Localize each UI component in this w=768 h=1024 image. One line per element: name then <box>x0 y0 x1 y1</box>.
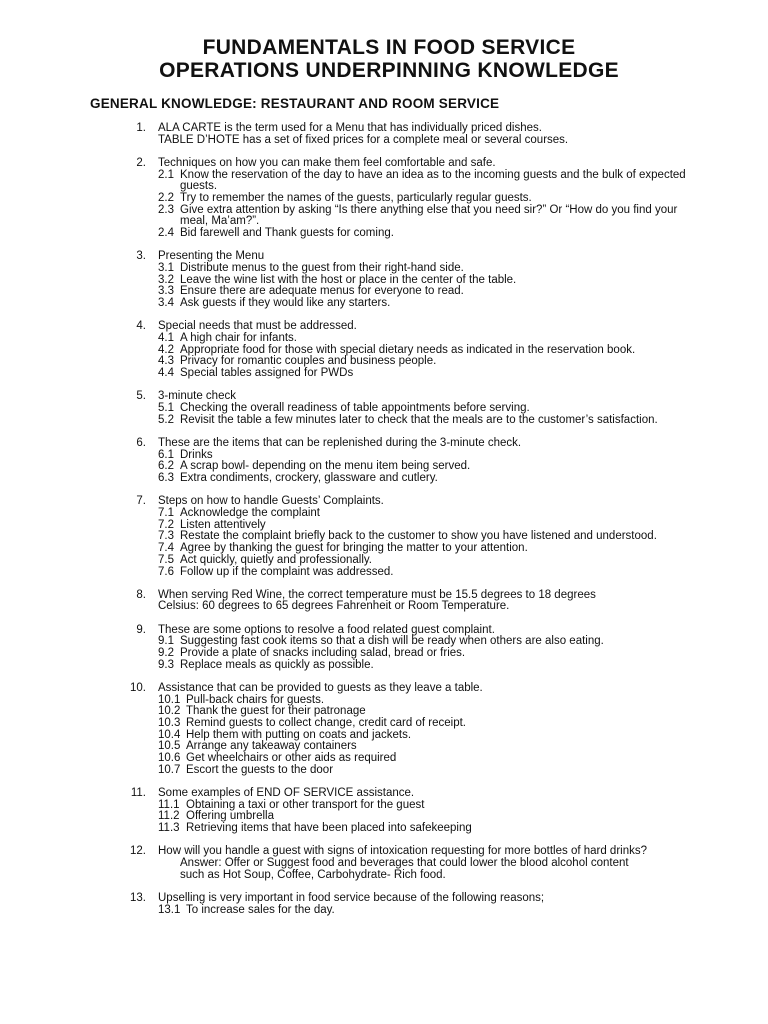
sub-item-text: Retrieving items that have been placed into safekeeping <box>186 822 472 835</box>
item-number: 12. <box>130 845 146 858</box>
item-text: These are the items that can be replenished during the 3-minute check. <box>158 436 522 449</box>
list-item <box>90 788 698 835</box>
item-text: Upselling is very important in food service because of the following reasons; <box>158 891 545 904</box>
sub-item-text: Appropriate food for those with special dietary needs as indicated in the reservation book. <box>180 343 636 356</box>
sub-item-text: Provide a plate of snacks including salad, bread or fries. <box>180 647 466 660</box>
item-text: ALA CARTE is the term used for a Menu that has individually priced dishes. <box>158 122 542 134</box>
sub-item-number: 6.1 <box>158 448 174 461</box>
sub-item-number: 2.4 <box>158 227 174 240</box>
sub-item-number: 10.1 <box>158 693 181 706</box>
sub-item-text: Checking the overall readiness of table appointments before serving. <box>180 402 530 415</box>
sub-item-text: A scrap bowl- depending on the menu item being served. <box>180 460 471 473</box>
sub-item-text: To increase sales for the day. <box>186 903 335 916</box>
sub-item-number: 4.1 <box>158 332 174 345</box>
sub-item-number: 7.4 <box>158 542 174 555</box>
sub-item <box>158 765 698 777</box>
sub-item-text: Follow up if the complaint was addressed. <box>180 565 394 578</box>
sub-item-text: Leave the wine list with the host or place in the center of the table. <box>180 273 517 286</box>
item-number: 1. <box>136 122 146 134</box>
sub-item-number: 7.6 <box>158 565 174 578</box>
sub-item-text: Restate the complaint briefly back to the customer to show you have listened and understood. <box>180 530 657 543</box>
item-text: Steps on how to handle Guests’ Complaints. <box>158 495 384 508</box>
sub-item-number: 6.3 <box>158 472 174 485</box>
item-number: 2. <box>136 156 146 169</box>
list-item <box>90 496 698 578</box>
answer-text: Answer: Offer or Suggest food and beverages that could lower the blood alcohol content <box>180 857 629 870</box>
list-item <box>90 438 698 485</box>
list-item <box>90 590 698 613</box>
item-text: TABLE D’HOTE has a set of fixed prices for a complete meal or several courses. <box>158 133 569 146</box>
page-title <box>80 36 698 82</box>
sub-item-text: Replace meals as quickly as possible. <box>180 658 374 671</box>
item-number: 4. <box>136 320 146 333</box>
sub-item-text: Obtaining a taxi or other transport for the guest <box>186 798 425 811</box>
sub-item-text: Privacy for romantic couples and business people. <box>180 355 437 368</box>
sub-item-number: 7.5 <box>158 553 174 566</box>
sub-item-text: Remind guests to collect change, credit card of receipt. <box>186 717 466 730</box>
title-line-2: OPERATIONS UNDERPINNING KNOWLEDGE <box>159 59 619 82</box>
sub-item-text: Suggesting fast cook items so that a dish will be ready when others are also eating. <box>180 635 604 648</box>
sub-item-number: 9.1 <box>158 635 174 648</box>
sub-item-text: Pull-back chairs for guests. <box>186 693 325 706</box>
sub-item-number: 3.4 <box>158 297 174 310</box>
sub-item <box>158 905 698 917</box>
sub-item <box>158 823 698 835</box>
sub-item-text: Acknowledge the complaint <box>180 506 320 519</box>
sub-item-text: Distribute menus to the guest from their right-hand side. <box>180 262 464 275</box>
sub-item-text: Act quickly, quietly and professionally. <box>180 553 372 566</box>
item-text: Assistance that can be provided to guests as they leave a table. <box>158 681 483 694</box>
sub-item-number: 2.3 <box>158 203 174 216</box>
item-number: 3. <box>136 250 146 263</box>
sub-item <box>158 368 698 380</box>
sub-item-text: Agree by thanking the guest for bringing the matter to your attention. <box>180 542 528 555</box>
list-item <box>90 321 698 380</box>
sub-item-number: 11.2 <box>158 810 180 823</box>
sub-item-text: Thank the guest for their patronage <box>186 705 366 718</box>
sub-item-text: Get wheelchairs or other aids as required <box>186 752 397 765</box>
item-text: Celsius: 60 degrees to 65 degrees Fahrenheit or Room Temperature. <box>158 600 510 613</box>
sub-item-number: 9.3 <box>158 658 174 671</box>
item-text: Presenting the Menu <box>158 250 265 263</box>
sub-item-number: 3.3 <box>158 285 174 298</box>
sub-item-text: Give extra attention by asking “Is there anything else that you need sir?” Or “How do you find your meal, Ma’am?”. <box>180 203 678 228</box>
sub-item-number: 11.1 <box>158 798 180 811</box>
item-text: 3-minute check <box>158 390 236 403</box>
item-number: 13. <box>130 891 146 904</box>
sub-item <box>158 567 698 579</box>
sub-item-number: 9.2 <box>158 647 174 660</box>
sub-item-number: 10.2 <box>158 705 181 718</box>
list-item <box>90 893 698 916</box>
sub-item-number: 4.3 <box>158 355 174 368</box>
item-text: These are some options to resolve a food related guest complaint. <box>158 623 495 636</box>
sub-item-text: Try to remember the names of the guests, particularly regular guests. <box>180 192 532 205</box>
sub-item-number: 3.2 <box>158 273 174 286</box>
list-item <box>90 391 698 426</box>
sub-item-number: 10.7 <box>158 763 181 776</box>
item-number: 6. <box>136 436 146 449</box>
sub-item-number: 13.1 <box>158 903 181 916</box>
sub-item-text: Know the reservation of the day to have an idea as to the incoming guests and the bulk of expected guests. <box>180 168 686 193</box>
sub-item <box>158 660 698 672</box>
sub-item-number: 2.1 <box>158 168 174 181</box>
item-number: 11. <box>130 787 146 800</box>
sub-item-number: 6.2 <box>158 460 174 473</box>
sub-item-number: 7.3 <box>158 530 174 543</box>
item-number: 10. <box>130 681 146 694</box>
item-number: 5. <box>136 390 146 403</box>
sub-item-text: Ensure there are adequate menus for everyone to read. <box>180 285 464 298</box>
sub-item-number: 2.2 <box>158 192 174 205</box>
sub-item <box>158 205 698 228</box>
answer-text: such as Hot Soup, Coffee, Carbohydrate- Rich food. <box>180 868 446 881</box>
sub-item <box>158 415 698 427</box>
sub-item-text: A high chair for infants. <box>180 332 297 345</box>
list-item <box>90 123 698 146</box>
sub-item <box>158 298 698 310</box>
sub-item-text: Bid farewell and Thank guests for coming. <box>180 227 394 240</box>
item-text: Special needs that must be addressed. <box>158 320 357 333</box>
list-item <box>90 846 698 881</box>
list-item <box>90 158 698 240</box>
sub-item-text: Extra condiments, crockery, glassware and cutlery. <box>180 472 438 485</box>
sub-item <box>158 170 698 193</box>
sub-item-number: 5.1 <box>158 402 174 415</box>
item-number: 7. <box>136 495 146 508</box>
sub-item-number: 7.2 <box>158 518 174 531</box>
sub-item-number: 4.2 <box>158 343 174 356</box>
sub-item-number: 10.5 <box>158 740 181 753</box>
sub-item <box>158 473 698 485</box>
item-number: 8. <box>136 588 146 601</box>
item-text: How will you handle a guest with signs of intoxication requesting for more bottles of hard drinks? <box>158 845 648 858</box>
numbered-list <box>90 123 698 916</box>
item-number: 9. <box>136 623 146 636</box>
sub-item-number: 5.2 <box>158 413 174 426</box>
section-heading: GENERAL KNOWLEDGE: RESTAURANT AND ROOM SERVICE <box>90 96 500 111</box>
sub-item-text: Escort the guests to the door <box>186 763 334 776</box>
sub-item-number: 10.6 <box>158 752 181 765</box>
sub-item-number: 7.1 <box>158 506 174 519</box>
item-text: Some examples of END OF SERVICE assistance. <box>158 787 415 800</box>
list-item <box>90 251 698 310</box>
item-text: Techniques on how you can make them feel comfortable and safe. <box>158 156 496 169</box>
sub-item-text: Arrange any takeaway containers <box>186 740 357 753</box>
title-line-1: FUNDAMENTALS IN FOOD SERVICE <box>202 36 576 59</box>
sub-item-number: 10.4 <box>158 728 181 741</box>
list-item <box>90 683 698 777</box>
sub-item-text: Offering umbrella <box>186 810 274 823</box>
sub-item-text: Ask guests if they would like any starters. <box>180 297 391 310</box>
sub-item-text: Revisit the table a few minutes later to check that the meals are to the customer’s satisfaction. <box>180 413 658 426</box>
sub-item-text: Help them with putting on coats and jackets. <box>186 728 412 741</box>
item-text: When serving Red Wine, the correct temperature must be 15.5 degrees to 18 degrees <box>158 588 596 601</box>
sub-item-text: Special tables assigned for PWDs <box>180 367 354 380</box>
sub-item <box>158 228 698 240</box>
sub-item-number: 11.3 <box>158 822 180 835</box>
sub-item-number: 10.3 <box>158 717 181 730</box>
sub-item-text: Listen attentively <box>180 518 266 531</box>
sub-item-number: 3.1 <box>158 262 174 275</box>
sub-item-number: 4.4 <box>158 367 174 380</box>
sub-item-text: Drinks <box>180 448 213 461</box>
list-item <box>90 625 698 672</box>
